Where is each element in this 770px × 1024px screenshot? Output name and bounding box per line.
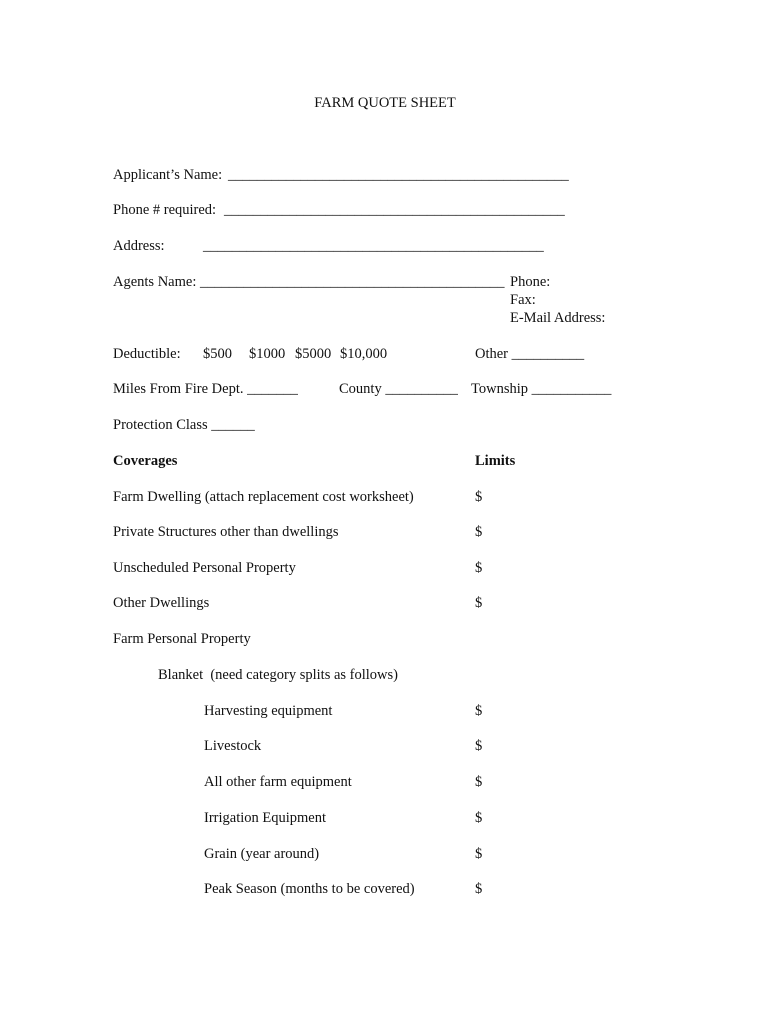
phone-field[interactable]: _______________________________________________ bbox=[224, 202, 565, 218]
agent-name-label: Agents Name: bbox=[113, 274, 197, 290]
deductible-label: Deductible: bbox=[113, 346, 181, 362]
limit-field[interactable]: $ bbox=[475, 810, 483, 826]
deductible-other-field[interactable]: Other __________ bbox=[475, 346, 585, 362]
agent-email-label: E-Mail Address: bbox=[510, 310, 606, 326]
coverage-label: Farm Dwelling (attach replacement cost worksheet) bbox=[113, 489, 414, 505]
limit-field[interactable]: $ bbox=[475, 560, 483, 576]
miles-from-fire-dept-field[interactable]: Miles From Fire Dept. _______ bbox=[113, 381, 298, 397]
coverage-label: Private Structures other than dwellings bbox=[113, 524, 339, 540]
coverage-label: Blanket (need category splits as follows) bbox=[158, 667, 398, 683]
coverage-label: All other farm equipment bbox=[204, 774, 352, 790]
coverage-label: Livestock bbox=[204, 738, 262, 754]
address-label: Address: bbox=[113, 238, 165, 254]
agent-fax-label: Fax: bbox=[510, 292, 536, 308]
agent-phone-label: Phone: bbox=[510, 274, 551, 290]
township-field[interactable]: Township ___________ bbox=[471, 381, 612, 397]
limit-field[interactable]: $ bbox=[475, 595, 483, 611]
phone-label: Phone # required: bbox=[113, 202, 217, 218]
county-field[interactable]: County __________ bbox=[339, 381, 458, 397]
deductible-option-10000[interactable]: $10,000 bbox=[340, 346, 388, 362]
deductible-option-1000[interactable]: $1000 bbox=[249, 346, 286, 362]
coverage-label: Other Dwellings bbox=[113, 595, 210, 611]
limit-field[interactable]: $ bbox=[475, 524, 483, 540]
coverage-label: Harvesting equipment bbox=[204, 703, 333, 719]
agent-name-field[interactable]: __________________________________________ bbox=[200, 274, 505, 290]
limits-header: Limits bbox=[475, 453, 516, 469]
coverage-label: Peak Season (months to be covered) bbox=[204, 881, 415, 897]
deductible-option-5000[interactable]: $5000 bbox=[295, 346, 332, 362]
coverage-label: Unscheduled Personal Property bbox=[113, 560, 296, 576]
coverage-label: Grain (year around) bbox=[204, 846, 320, 862]
protection-class-field[interactable]: Protection Class ______ bbox=[113, 417, 255, 433]
coverage-label: Farm Personal Property bbox=[113, 631, 251, 647]
limit-field[interactable]: $ bbox=[475, 774, 483, 790]
coverages-header: Coverages bbox=[113, 453, 178, 469]
limit-field[interactable]: $ bbox=[475, 489, 483, 505]
limit-field[interactable]: $ bbox=[475, 703, 483, 719]
applicant-name-label: Applicant’s Name: bbox=[113, 167, 223, 183]
applicant-name-field[interactable]: _______________________________________________ bbox=[228, 167, 569, 183]
page-title: FARM QUOTE SHEET bbox=[314, 95, 456, 111]
limit-field[interactable]: $ bbox=[475, 738, 483, 754]
address-field[interactable]: _______________________________________________ bbox=[203, 238, 544, 254]
limit-field[interactable]: $ bbox=[475, 846, 483, 862]
deductible-option-500[interactable]: $500 bbox=[203, 346, 232, 362]
coverage-label: Irrigation Equipment bbox=[204, 810, 327, 826]
limit-field[interactable]: $ bbox=[475, 881, 483, 897]
